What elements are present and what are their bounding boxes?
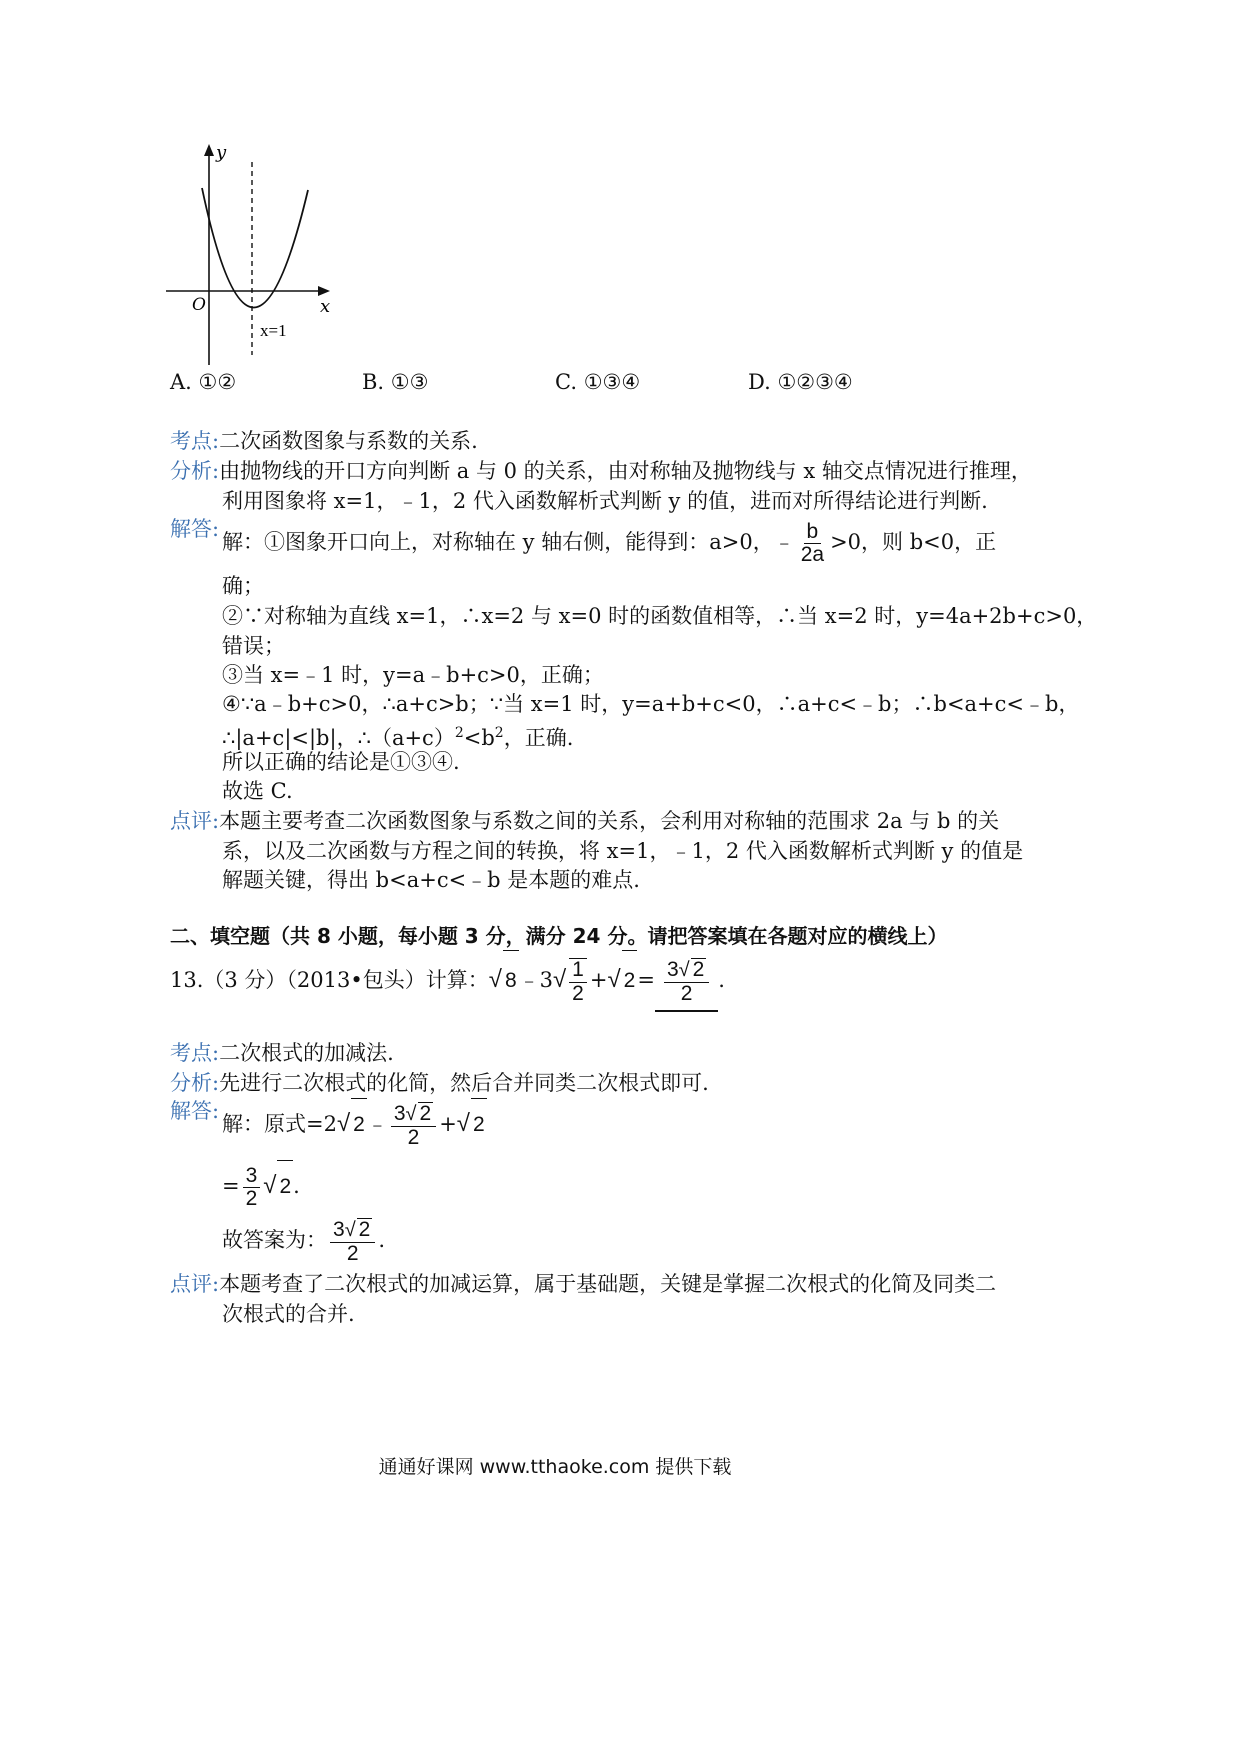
q12-step2-cont: 错误；	[222, 634, 285, 658]
q13-line3: 故答案为： $\frac{3√ 2}{2}$ .	[222, 1218, 386, 1265]
q12-conclusion: 所以正确的结论是①③④.	[222, 750, 460, 774]
axis-label: x=1	[260, 321, 287, 340]
page-footer: 通通好课网 www.tthaoke.com 提供下载	[378, 1456, 732, 1478]
fraction-b-over-2a: $\frac{b}{2a}$	[800, 519, 825, 566]
option-a: A. ①②	[170, 370, 237, 394]
answer-blank: $\frac{3√ 2}{2}$	[655, 950, 718, 1012]
section-title: 二、填空题（共 8 小题，每小题 3 分，满分 24 分。请把答案填在各题对应的横线上）	[170, 924, 948, 948]
x-label: x	[320, 296, 331, 317]
origin-label: O	[192, 295, 206, 315]
q12-fenxi-2: 利用图象将 x=1，﹣1，2 代入函数解析式判断 y 的值，进而对所得结论进行判断.	[222, 489, 988, 513]
q12-dianping: 点评:本题主要考查二次函数图象与系数之间的关系，会利用对称轴的范围求 2a 与 b 的关	[170, 809, 1000, 833]
q13-fenxi: 分析:先进行二次根式的化简，然后合并同类二次根式即可.	[170, 1071, 709, 1095]
option-c: C. ①③④	[555, 370, 641, 394]
q12-step4: ④∵a﹣b+c>0，∴a+c>b；∵当 x=1 时，y=a+b+c<0，∴a+c<﹣b；∴b<a+c<﹣b，	[222, 692, 1080, 716]
q13-dianping: 点评:本题考查了二次根式的加减运算，属于基础题，关键是掌握二次根式的化简及同类二	[170, 1272, 997, 1296]
x-axis-arrow	[318, 286, 330, 296]
q12-step1: 解：①图象开口向上，对称轴在 y 轴右侧，能得到：a>0，﹣ $\frac{b}{2a}$ >0，则 b<0，正	[222, 519, 997, 566]
q13-jieda-label: 解答:	[170, 1099, 220, 1123]
y-label: y	[216, 142, 227, 163]
option-b: B. ①③	[362, 370, 429, 394]
q12-step4-cont: ∴|a+c|<|b|，$\therefore(a+c)^2<b^2$，正确.	[222, 725, 574, 750]
q13-stem: 13.（3 分）（2013•包头）计算：√ 8﹣3√ $\frac{1}{2}$ +√ 2= $\frac{3√ 2}{2}$ .	[170, 950, 725, 1012]
q13-dianping-2: 次根式的合并.	[222, 1302, 355, 1326]
q12-jieda-label: 解答:	[170, 517, 220, 541]
q12-step3: ③当 x=﹣1 时，y=a﹣b+c>0，正确；	[222, 663, 604, 687]
y-axis-arrow	[204, 144, 214, 156]
q13-kaodian: 考点:二次根式的加减法.	[170, 1041, 394, 1065]
q13-line2: = $\frac{3}{2}$ √ 2.	[222, 1160, 300, 1213]
parabola-graph	[160, 140, 360, 370]
q12-step2: ②∵对称轴为直线 x=1，∴x=2 与 x=0 时的函数值相等，∴当 x=2 时，y=4a+2b+c>0，	[222, 604, 1098, 628]
q12-dianping-3: 解题关键，得出 b<a+c<﹣b 是本题的难点.	[222, 868, 640, 892]
q12-choice: 故选 C.	[222, 779, 293, 803]
q12-dianping-2: 系，以及二次函数与方程之间的转换，将 x=1，﹣1，2 代入函数解析式判断 y 的值是	[222, 839, 1024, 863]
q12-kaodian: 考点:二次函数图象与系数的关系.	[170, 429, 478, 453]
q12-step1-cont: 确；	[222, 574, 264, 598]
q12-fenxi: 分析:由抛物线的开口方向判断 a 与 0 的关系，由对称轴及抛物线与 x 轴交点情况进行推理，	[170, 459, 1032, 483]
q13-line1: 解：原式=2√ 2﹣ $\frac{3√ 2}{2}$ +√ 2	[222, 1098, 487, 1151]
parabola-curve	[202, 188, 308, 308]
fraction-one-half: $\frac{1}{2}$	[569, 958, 587, 1004]
option-d: D. ①②③④	[748, 370, 853, 394]
